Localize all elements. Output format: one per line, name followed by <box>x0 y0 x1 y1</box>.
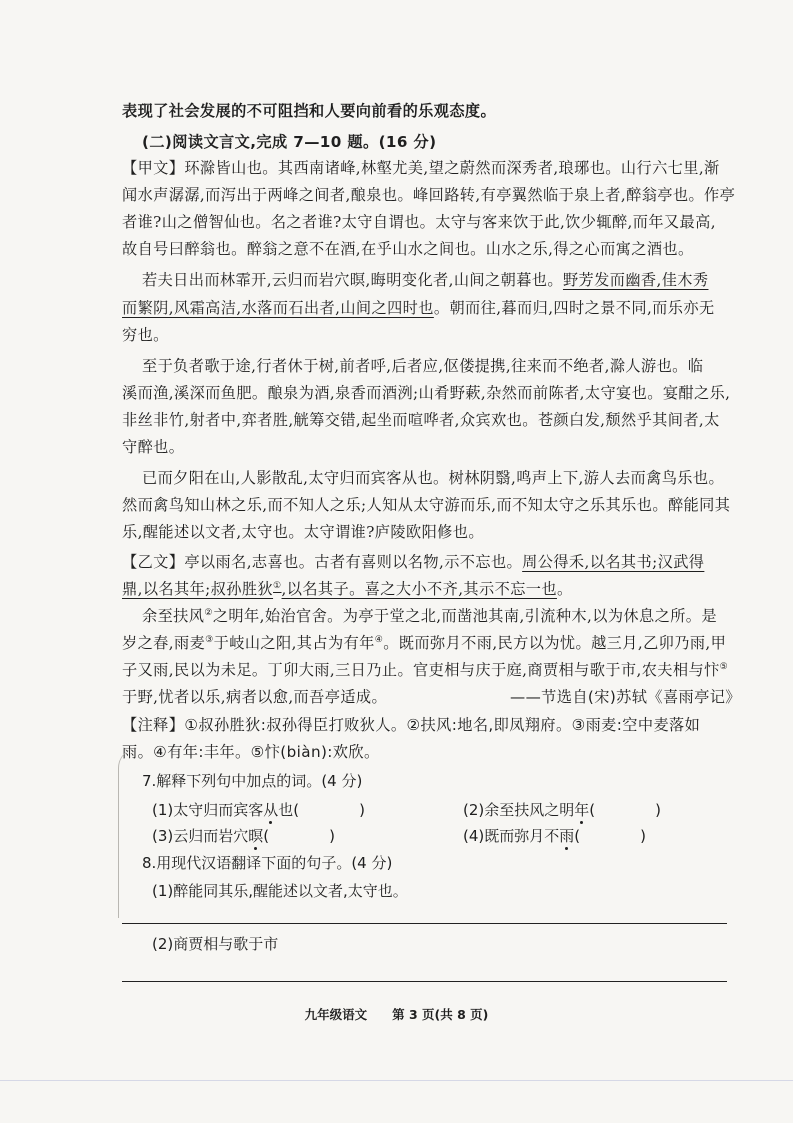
paper-fold-mark <box>118 748 141 918</box>
note-ref-1: ① <box>273 580 282 591</box>
jia-p2-text-2: 。朝而往,暮而归,四时之景不同,而乐亦无 <box>433 299 715 317</box>
note-ref-2: ② <box>204 607 213 618</box>
q7-1-answer-blank[interactable]: 也( ) <box>278 801 365 819</box>
yi-d1: 岁之春,雨麦 <box>122 634 206 652</box>
notes-line-1: 【注释】①叔孙胜狄:叔孙得臣打败狄人。②扶风:地名,即凤翔府。③雨麦:空中麦落如 <box>122 716 701 734</box>
jia-p2-text: 若夫日出而林霏开,云归而岩穴暝,晦明变化者,山间之朝暮也。 <box>142 271 563 289</box>
q7-4-dotted-word: 雨 <box>559 827 575 845</box>
jia-p2-line-3: 穷也。 <box>122 326 169 344</box>
jia-line-3: 者谁?山之僧智仙也。名之者谁?太守自谓也。太守与客来饮于此,饮少辄醉,而年又最高, <box>122 213 716 231</box>
yi-line-6: 于野,忧者以乐,病者以愈,而吾亭适成。 <box>122 688 388 706</box>
q8-sentence-1: (1)醉能同其乐,醒能述以文者,太守也。 <box>152 882 408 900</box>
jia-p4-line-1: 已而夕阳在山,人影散乱,太守归而宾客从也。树林阴翳,鸣声上下,游人去而禽鸟乐也。 <box>142 469 725 487</box>
note-ref-5: ⑤ <box>719 661 729 672</box>
yi-line-5 <box>122 659 728 680</box>
q7-3-dotted-word: 暝 <box>248 827 264 845</box>
jia-p3-line-1: 至于负者歌于途,行者休于树,前者呼,后者应,伛偻提携,往来而不绝者,滁人游也。临 <box>142 357 704 375</box>
jia-p3-line-2: 溪而渔,溪深而鱼肥。酿泉为酒,泉香而酒洌;山肴野蔌,杂然而前陈者,太守宴也。宴酣之乐, <box>122 384 731 402</box>
q7-2-dotted-word: 年 <box>574 801 590 819</box>
jia-p4-line-2: 然而禽鸟知山林之乐,而不知人之乐;人知从太守游而乐,而不知太守之乐其乐也。醉能同其 <box>122 496 731 514</box>
yi-underlined: 周公得禾,以名其书;汉武得 <box>522 553 705 571</box>
q7-3-text: (3)云归而岩穴 <box>152 827 249 845</box>
section-heading: (二)阅读文言文,完成 7—10 题。(16 分) <box>142 133 437 151</box>
q7-item-4 <box>463 825 646 846</box>
jia-p2-underlined: 野芳发而幽香,佳木秀 <box>562 271 709 289</box>
jia-line-4: 故自号曰醉翁也。醉翁之意不在酒,在乎山水之间也。山水之乐,得之心而寓之酒也。 <box>122 240 694 258</box>
q7-item-3 <box>152 825 335 846</box>
jia-line-1: 【甲文】环滁皆山也。其西南诸峰,林壑尤美,望之蔚然而深秀者,琅琊也。山行六七里,渐 <box>122 159 720 177</box>
jia-p2-line-2 <box>122 297 715 318</box>
notes-line-2: 雨。④有年:丰年。⑤忭(biàn):欢欣。 <box>122 743 380 761</box>
yi-c2: 之明年,始治官舍。为亭于堂之北,而凿池其南,引流种木,以为休息之所。是 <box>212 607 717 625</box>
yi-d3: 。既而弥月不雨,民方以为忧。越三月,乙卯乃雨,甲 <box>383 634 727 652</box>
yi-line-4 <box>122 632 726 653</box>
yi-line-3 <box>142 605 717 626</box>
q7-item-2 <box>463 799 661 820</box>
jia-p2-underlined-2: 而繁阴,风霜高洁,水落而石出者,山间之四时也 <box>122 299 434 317</box>
jia-p3-line-3: 非丝非竹,射者中,弈者胜,觥筹交错,起坐而喧哗者,众宾欢也。苍颜白发,颓然乎其间者,太 <box>122 411 720 429</box>
yi-line-2 <box>122 578 573 599</box>
yi-c1: 余至扶风 <box>142 607 205 625</box>
top-line: 表现了社会发展的不可阻挡和人要向前看的乐观态度。 <box>122 102 497 120</box>
yi-text: 【乙文】亭以雨名,志喜也。古者有喜则以名物,示不忘也。 <box>122 553 523 571</box>
q7-2-answer-blank[interactable]: ( ) <box>589 801 661 819</box>
q7-title: 7.解释下列句中加点的词。(4 分) <box>142 772 363 790</box>
q8-answer-line-2[interactable] <box>122 981 727 982</box>
yi-e1: 子又雨,民以为未足。丁卯大雨,三日乃止。官吏相与庆于庭,商贾相与歌于市,农夫相与忭 <box>122 661 720 679</box>
yi-underlined-3: ,以名其子。喜之大小不齐,其示不忘一也 <box>281 580 557 598</box>
note-ref-3: ③ <box>205 634 214 645</box>
jia-p4-line-3: 乐,醒能述以文者,太守也。太守谓谁?庐陵欧阳修也。 <box>122 523 484 541</box>
jia-p2-line-1 <box>142 269 708 290</box>
q7-4-text: (4)既而弥月不 <box>463 827 560 845</box>
q7-item-1 <box>152 799 365 820</box>
note-ref-4: ④ <box>374 634 384 645</box>
q8-sentence-2: (2)商贾相与歌于市 <box>152 935 279 953</box>
scan-edge-line <box>0 1080 793 1081</box>
q7-4-answer-blank[interactable]: ( ) <box>574 827 646 845</box>
q7-2-text: (2)余至扶风之明 <box>463 801 575 819</box>
jia-p3-line-4: 守醉也。 <box>122 438 185 456</box>
yi-underlined-2: 鼎,以名其年;叔孙胜狄 <box>122 580 274 598</box>
yi-line-1 <box>122 551 704 572</box>
yi-d2: 于岐山之阳,其占为有年 <box>213 634 375 652</box>
q7-1-text: (1)太守归而宾客 <box>152 801 264 819</box>
yi-period: 。 <box>556 580 573 598</box>
jia-line-2: 闻水声潺潺,而泻出于两峰之间者,酿泉也。峰回路转,有亭翼然临于泉上者,醉翁亭也。作亭 <box>122 186 736 204</box>
q8-answer-line-1[interactable] <box>122 923 727 924</box>
q7-1-dotted-word: 从 <box>263 801 279 819</box>
page-footer: 九年级语文 第 3 页(共 8 页) <box>304 1007 489 1022</box>
yi-source: ——节选自(宋)苏轼《喜雨亭记》 <box>510 688 741 706</box>
q7-3-answer-blank[interactable]: ( ) <box>263 827 335 845</box>
q8-title: 8.用现代汉语翻译下面的句子。(4 分) <box>142 854 393 872</box>
